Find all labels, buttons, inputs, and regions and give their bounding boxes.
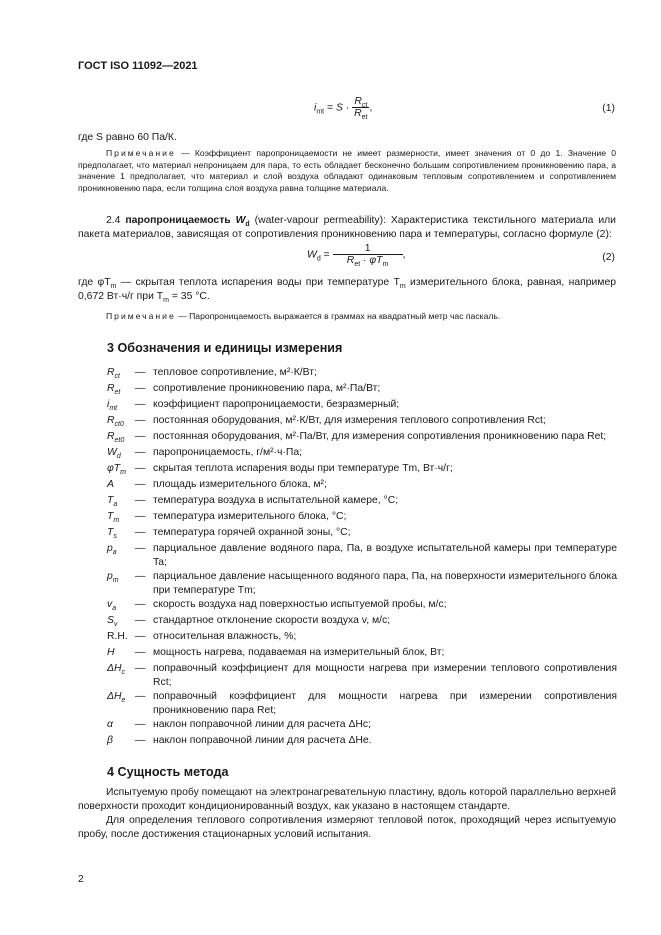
symbol-description: парциальное давление водяного пара, Па, в воздухе испытательной камеры при температуре Ta; [153,543,617,568]
symbol-description: наклон поправочной линии для расчета ΔHe. [153,735,372,746]
dash: — [135,367,146,378]
symbol-row [107,630,617,646]
symbol-row [107,570,617,598]
dash: — [135,383,146,394]
symbol-row [107,646,617,662]
symbol: $\varphi T_m$ [107,463,126,477]
dash: — [135,463,146,474]
where-s-text: где S равно 60 Па/К. [78,132,177,143]
symbol-row [107,542,617,570]
note-2: Примечание — Паропроницаемость выражается в граммах на квадратный метр час паскаль. [106,311,501,321]
symbol-row [107,494,617,510]
dash: — [135,479,146,490]
symbol-description: наклон поправочной линии для расчета ΔHc; [153,719,371,730]
symbol: H [107,647,115,658]
symbol-row [107,366,617,382]
symbol: $p_m$ [107,571,119,585]
equation-number-1: (1) [602,103,615,114]
section-4-paragraph-1: Испытуемую пробу помещают на электронагревательную пластину, вдоль которой параллельно верхней поверхности проходит кондиционированный воздух, как указано в настоящем стандарте. [78,787,616,812]
symbol: α [107,719,113,730]
dash: — [135,543,146,554]
section-4-heading: 4 Сущность метода [107,765,229,779]
symbol-description: температура измерительного блока, °C; [153,511,347,522]
dash: — [135,647,146,658]
symbol: β [107,735,113,746]
symbol-row [107,478,617,494]
dash: — [135,663,146,674]
symbol: R.H. [107,631,128,642]
dash: — [135,631,146,642]
formula-2: $W_d$ = $\frac{1}{R_{et} \cdot \varphi T_m}$ , [307,243,406,269]
symbol-row [107,510,617,526]
dash: — [135,511,146,522]
symbol: $W_d$ [107,447,121,461]
dash: — [135,415,146,426]
symbol-description: парциальное давление насыщенного водяного пара, Па, на поверхности измерительного блока при температуре Tm; [153,571,617,596]
symbol-row [107,614,617,630]
dash: — [135,495,146,506]
dash: — [135,599,146,610]
symbol: $\Delta H_c$ [107,663,125,677]
dash: — [135,735,146,746]
symbol-description: площадь измерительного блока, м²; [153,479,327,490]
symbol-row [107,526,617,542]
symbol-description: скорость воздуха над поверхностью испытуемой пробы, м/с; [153,599,447,610]
dash: — [135,571,146,582]
symbol-description: постоянная оборудования, м²·К/Вт, для измерения теплового сопротивления Rct; [153,415,546,426]
symbol: $\Delta H_e$ [107,691,126,705]
symbol-description: постоянная оборудования, м²·Па/Вт, для измерения сопротивления проникновению пара Ret; [153,431,607,442]
symbol: A [107,479,114,490]
symbol: $i_{mt}$ [107,399,118,413]
where-phi-text: где $\varphi T_m$ — скрытая теплота испарения воды при температуре $T_m$ измерительного блока, равная, например 0,672 Вт·ч/г при $T_m = 35$ °C. [78,277,617,305]
symbol-row [107,430,617,446]
document-code: ГОСТ ISO 11092—2021 [78,60,198,72]
symbol-row [107,734,617,750]
dash: — [135,447,146,458]
symbol: $T_a$ [107,495,118,509]
symbol-row [107,398,617,414]
symbol-row [107,414,617,430]
symbol-row [107,382,617,398]
symbol-row [107,598,617,614]
page-number: 2 [78,874,84,885]
formula-1: $i_{mt} = S$ · $\frac{R_{ct}}{R_{et}}$ , [314,96,373,122]
symbol-description: сопротивление проникновению пара, м²·Па/Вт; [153,383,381,394]
symbol: $T_m$ [107,511,120,525]
dash: — [135,527,146,538]
symbol: $R_{ct}$ [107,367,120,381]
symbol-description: паропроницаемость, г/м²·ч·Па; [153,447,303,458]
symbol-row [107,718,617,734]
symbol-description: стандартное отклонение скорости воздуха v, м/с; [153,615,391,626]
dash: — [135,719,146,730]
symbol-description: относительная влажность, %; [153,631,297,642]
symbol-row [107,446,617,462]
symbol-description: поправочный коэффициент для мощности нагрева при измерении теплового сопротивления Rct; [153,663,617,688]
definition-2-4: 2.4 паропроницаемость $W_d$ (water-vapour permeability): Характеристика текстильного материала или пакета материалов, зависящая от сопротивления проникновению пара и температуры, согласно формуле (2): [78,215,616,240]
symbol-description: тепловое сопротивление, м²·К/Вт; [153,367,317,378]
symbol: $p_a$ [107,543,117,557]
symbol-description: мощность нагрева, подаваемая на измерительный блок, Вт; [153,647,445,658]
symbol: $R_{et0}$ [107,431,125,445]
equation-number-2: (2) [602,252,615,263]
symbol-row [107,662,617,690]
symbol: $R_{et}$ [107,383,121,397]
symbol-description: скрытая теплота испарения воды при температуре Tm, Вт·ч/г; [153,463,453,474]
dash: — [135,399,146,410]
symbol-description: поправочный коэффициент для мощности нагрева при измерении сопротивления проникновению пара Ret; [153,691,617,716]
symbol: $S_v$ [107,615,118,629]
dash: — [135,615,146,626]
symbol-row [107,690,617,718]
symbol: $v_a$ [107,599,117,613]
symbol-description: температура воздуха в испытательной камере, °C; [153,495,399,506]
section-4-paragraph-2: Для определения теплового сопротивления измеряют тепловой поток, проходящий через испытуемую пробу, после достижения стационарных условий испытания. [78,815,616,840]
dash: — [135,431,146,442]
note-1: Примечание — Коэффициент паропроницаемости не имеет размерности, имеет значения от 0 до 1. Значение 0 предполагает, что материал непроницаем для пара, то есть обладает бесконечно большим сопротивлением проникновению пара, а значение 1 предполагает, что материал и слой воздуха обладают одинаковым тепловым сопротивлением и сопротивлением проникновению пара, если толщина слоя воздуха равна толщине материала. [78,148,616,193]
symbol-row [107,462,617,478]
symbol-description: коэффициент паропроницаемости, безразмерный; [153,399,400,410]
section-3-heading: 3 Обозначения и единицы измерения [107,341,343,355]
dash: — [135,691,146,702]
symbol-description: температура горячей охранной зоны, °C; [153,527,351,538]
symbol: $R_{ct0}$ [107,415,124,429]
symbol: $T_s$ [107,527,117,541]
